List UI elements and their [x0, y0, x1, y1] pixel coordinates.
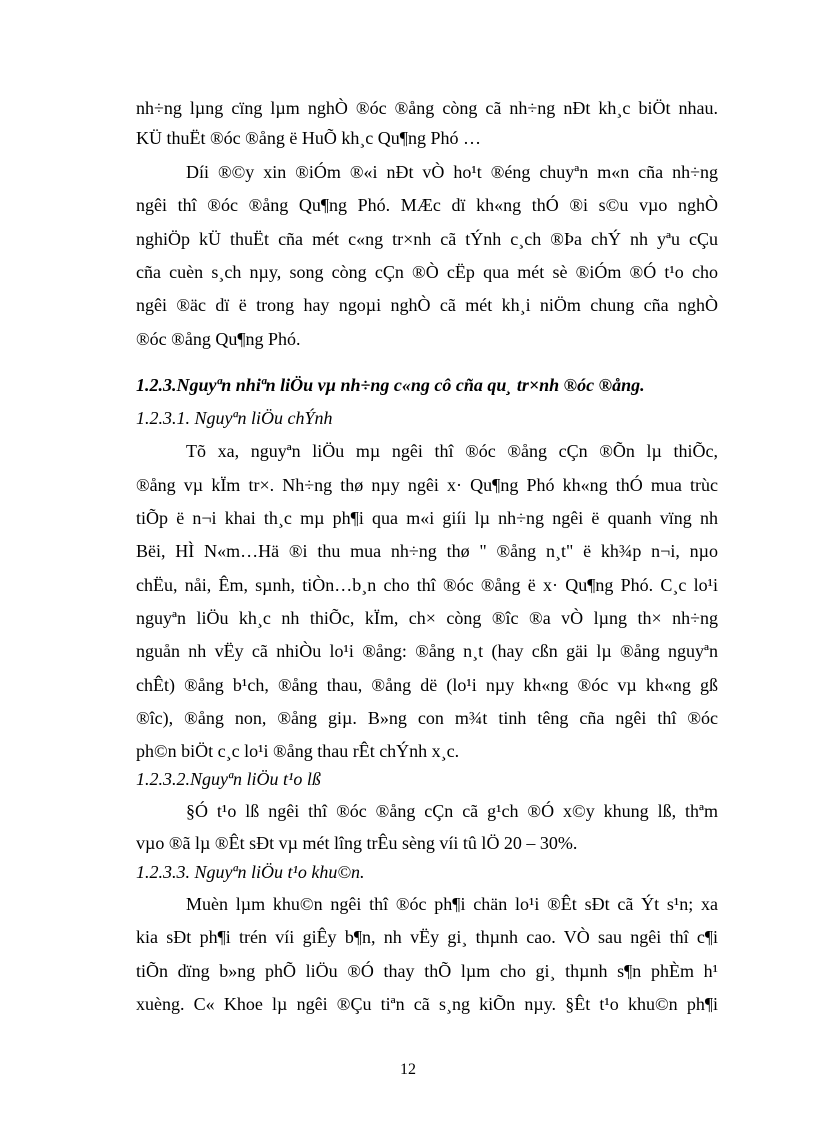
text-line: Díi ®©y xin ®iÓm ®«i nÐt vÒ ho¹t ®éng chuyªn m«n cña nh÷ng	[186, 162, 718, 182]
text-line: tiÕn dïng b»ng phÕ liÖu ®Ó thay thÕ lµm cho gi¸ thµnh s¶n phÈm h¹	[136, 961, 718, 981]
text-line: ®óc ®ång Qu¶ng Phó.	[136, 329, 301, 349]
text-line: ph©n biÖt c¸c lo¹i ®ång thau rÊt chÝnh x¸c.	[136, 741, 460, 761]
text-line: cña cuèn s¸ch nµy, song còng cÇn ®Ò cËp qua mét sè ®iÓm ®Ó t¹o cho	[136, 262, 718, 282]
text-line: vµo ®ã lµ ®Êt sÐt vµ mét lîng trÊu sèng víi tû lÖ 20 – 30%.	[136, 833, 578, 853]
text-line: xuèng. C« Khoe lµ ngêi ®Çu tiªn cã s¸ng kiÕn nµy. §Êt t¹o khu©n ph¶i	[136, 994, 718, 1014]
text-line: chËu, nåi, Êm, sµnh, tiÒn…b¸n cho thî ®óc ®ång ë x· Qu¶ng Phó. C¸c lo¹i	[136, 575, 718, 595]
page-number: 12	[400, 1061, 416, 1078]
text-line: ®îc), ®ång non, ®ång giµ. B»ng con m¾t tinh têng cña ngêi thî ®óc	[136, 708, 718, 728]
text-line: nghiÖp kÜ thuËt cña mét c«ng tr×nh cã tÝnh c¸ch ®Þa chÝ nh yªu cÇu	[136, 229, 718, 249]
text-line: ®ång vµ kÏm tr×. Nh÷ng thø nµy ngêi x· Qu¶ng Phó kh«ng thÓ mua trùc	[136, 475, 718, 495]
text-line: Tõ xa, nguyªn liÖu mµ ngêi thî ®óc ®ång cÇn ®Õn lµ thiÕc,	[186, 441, 718, 461]
text-line: Muèn lµm khu©n ngêi thî ®óc ph¶i chän lo¹i ®Êt sÐt cã Ýt s¹n; xa	[186, 894, 718, 914]
text-line: KÜ thuËt ®óc ®ång ë HuÕ kh¸c Qu¶ng Phó …	[136, 128, 481, 148]
subsection-heading: 1.2.3.1. Nguyªn liÖu chÝnh	[136, 408, 333, 428]
section-heading: 1.2.3.Nguyªn nhiªn liÖu vµ nh÷ng c«ng cô cña qu¸ tr×nh ®óc ®ång.	[136, 375, 645, 395]
text-line: §Ó t¹o lß ngêi thî ®óc ®ång cÇn cã g¹ch ®Ó x©y khung lß, thªm	[186, 801, 718, 821]
subsection-heading: 1.2.3.2.Nguyªn liÖu t¹o lß	[136, 769, 321, 789]
text-line: Bëi, HÌ N«m…Hä ®i thu mua nh÷ng thø " ®ång n¸t" ë kh¾p n¬i, nµo	[136, 541, 718, 561]
text-line: ngêi ®äc dï ë trong hay ngoµi nghÒ cã mét kh¸i niÖm chung cña nghÒ	[136, 295, 718, 315]
text-line: chÊt) ®ång b¹ch, ®ång thau, ®ång dë (lo¹i nµy kh«ng ®óc vµ kh«ng gß	[136, 675, 718, 695]
subsection-heading: 1.2.3.3. Nguyªn liÖu t¹o khu©n.	[136, 862, 365, 882]
text-line: nh÷ng lµng cïng lµm nghÒ ®óc ®ång còng cã nh÷ng nÐt kh¸c biÖt nhau.	[136, 98, 718, 118]
text-line: ngêi thî ®óc ®ång Qu¶ng Phó. MÆc dï kh«ng thÓ ®i s©u vµo nghÒ	[136, 195, 718, 215]
text-line: kia sÐt ph¶i trén víi giÊy b¶n, nh vËy gi¸ thµnh cao. VÒ sau ngêi thî c¶i	[136, 927, 718, 947]
text-line: nguyªn liÖu kh¸c nh thiÕc, kÏm, ch× còng ®îc ®a vÒ lµng th× nh÷ng	[136, 608, 718, 628]
text-line: tiÕp ë n¬i khai th¸c mµ ph¶i qua m«i giíi lµ nh÷ng ngêi ë quanh vïng nh	[136, 508, 718, 528]
text-line: nguån nh vËy cã nhiÒu lo¹i ®ång: ®ång n¸t (hay cßn gäi lµ ®ång nguyªn	[136, 641, 718, 661]
